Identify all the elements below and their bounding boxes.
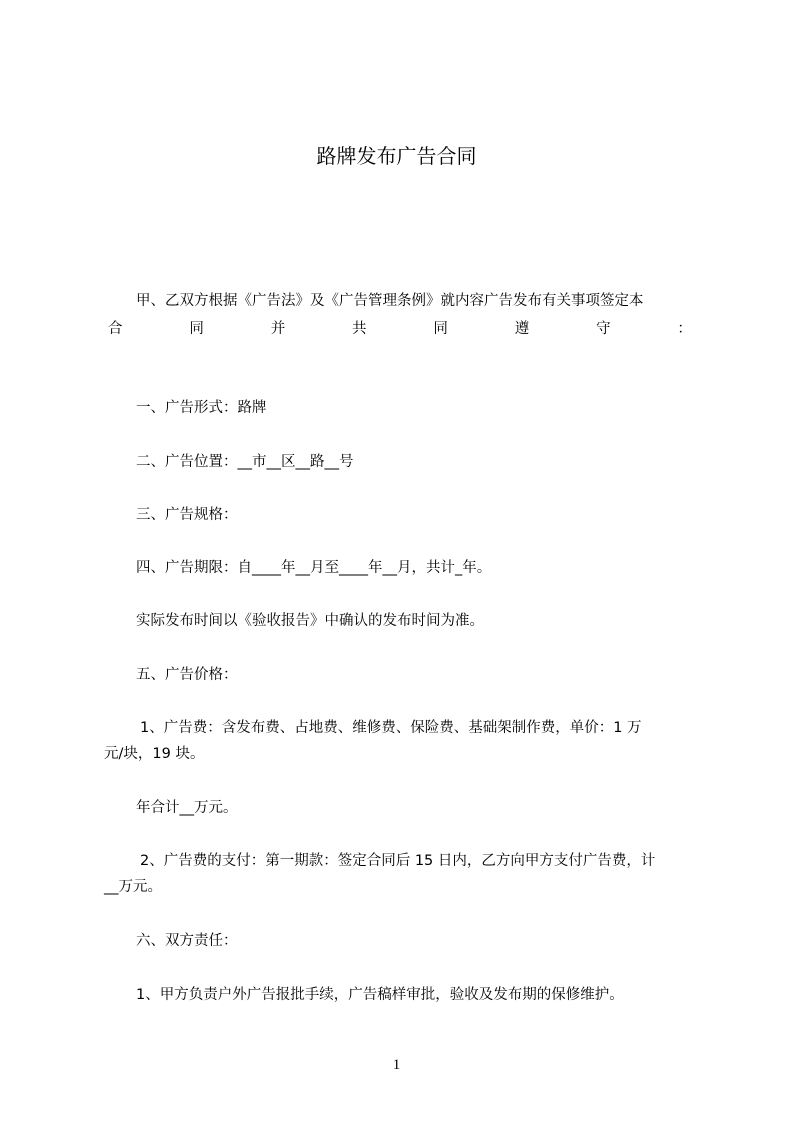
clause-5-2-line-2: __万元。	[104, 879, 162, 895]
clause-5-2-line-1: 2、广告费的支付：第一期款：签定合同后 15 日内，乙方向甲方支付广告费，计	[140, 853, 656, 869]
clause-6-1: 1、甲方负责户外广告报批手续，广告稿样审批，验收及发布期的保修维护。	[136, 987, 624, 1003]
intro-char: 遵	[514, 321, 530, 337]
clause-5: 五、广告价格：	[136, 667, 238, 683]
clause-5-1-line-1: 1、广告费：含发布费、占地费、维修费、保险费、基础架制作费，单价：1 万	[140, 720, 642, 736]
clause-5-total: 年合计__万元。	[136, 800, 238, 816]
document-title: 路牌发布广告合同	[316, 144, 477, 168]
page-number: 1	[392, 1057, 401, 1073]
intro-char: 同	[433, 321, 448, 337]
intro-char: 守	[596, 321, 611, 337]
clause-3: 三、广告规格：	[136, 507, 238, 523]
clause-6: 六、双方责任：	[136, 933, 238, 949]
clause-2: 二、广告位置：__市__区__路__号	[136, 454, 354, 470]
intro-char: 并	[270, 321, 286, 337]
intro-line-1: 甲、乙双方根据《广告法》及《广告管理条例》就内容广告发布有关事项签定本	[136, 293, 644, 309]
intro-char: ：	[677, 321, 692, 337]
intro-char: 同	[189, 321, 204, 337]
clause-4: 四、广告期限：自____年__月至____年__月，共计_年。	[136, 560, 492, 576]
clause-5-1-line-2: 元/块，19 块。	[104, 746, 205, 762]
clause-4-note: 实际发布时间以《验收报告》中确认的发布时间为准。	[136, 613, 484, 629]
intro-char: 共	[352, 321, 367, 337]
clause-1: 一、广告形式：路牌	[136, 400, 267, 416]
intro-char: 合	[108, 321, 123, 337]
intro-line-2	[108, 318, 692, 340]
